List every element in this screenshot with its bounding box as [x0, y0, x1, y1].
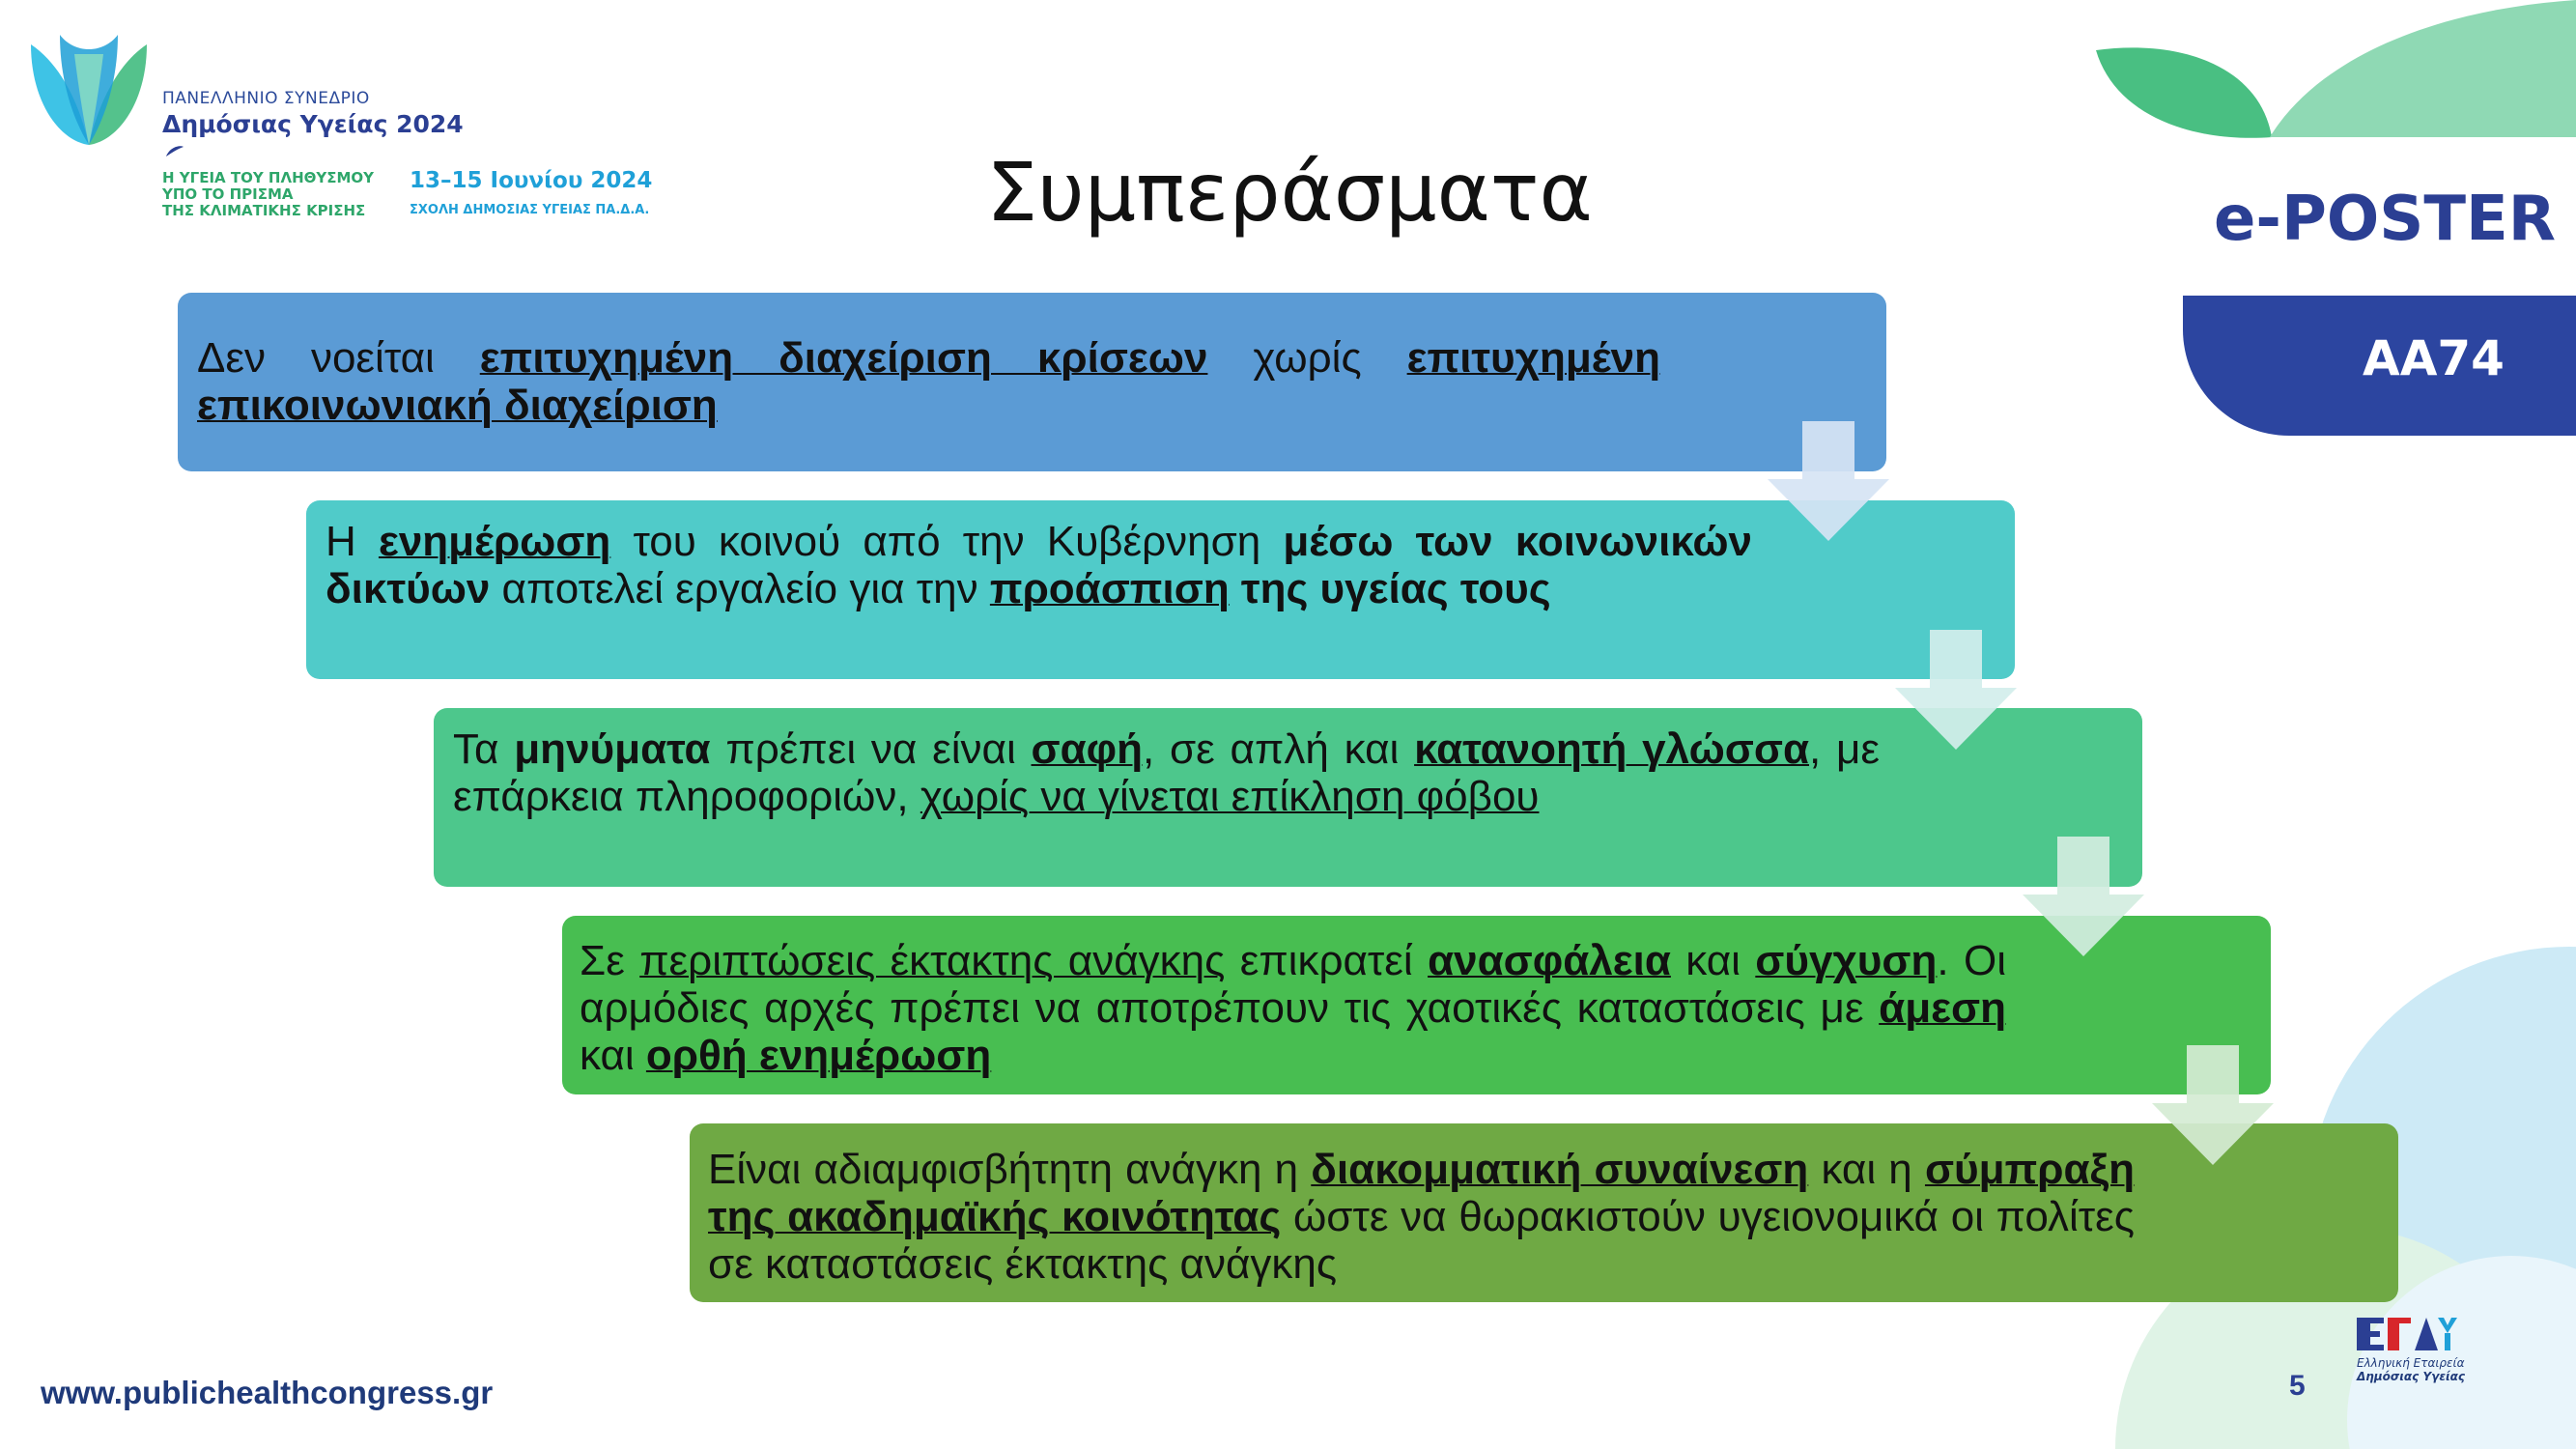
conclusion-segment: κατανοητή γλώσσα — [1414, 725, 1810, 773]
conclusion-segment: χωρίς — [1207, 334, 1407, 382]
congress-theme-line3: ΤΗΣ ΚΛΙΜΑΤΙΚΗΣ ΚΡΙΣΗΣ — [162, 202, 366, 219]
leaf-shape-light — [2270, 0, 2576, 137]
conclusion-segment: χωρίς να γίνεται επίκληση φόβου — [920, 773, 1540, 820]
congress-venue: ΣΧΟΛΗ ΔΗΜΟΣΙΑΣ ΥΓΕΙΑΣ ΠΑ.Δ.Α. — [410, 203, 650, 217]
conclusion-segment: Η — [326, 518, 379, 565]
down-arrow-icon — [2021, 837, 2146, 958]
conclusion-segment: ώστε να θωρακιστούν υγειονομικά οι πολίτες σε καταστάσεις έκτακτης ανάγκης — [708, 1193, 2135, 1288]
conclusion-segment: προάσπιση — [989, 565, 1230, 612]
conclusion-segment: ορθή ενημέρωση — [645, 1032, 992, 1079]
conclusion-segment: , με επάρκεια πληροφοριών, — [453, 725, 1880, 820]
conclusion-segment: επικρατεί — [1225, 937, 1429, 984]
conclusion-segment: σύγχυση — [1755, 937, 1938, 984]
conclusion-segment: επιτυχημένη διαχείριση κρίσεων — [479, 334, 1208, 382]
down-arrow-icon — [1893, 630, 2019, 752]
conclusion-segment: περιπτώσεις έκτακτης ανάγκης — [639, 937, 1226, 984]
conclusion-segment: και η — [1808, 1146, 1925, 1193]
conclusion-segment: Τα — [453, 725, 515, 773]
congress-line1: ΠΑΝΕΛΛΗΝΙΟ ΣΥΝΕΔΡΙΟ — [162, 89, 370, 108]
down-arrow-icon — [2150, 1045, 2276, 1167]
leaf-logo-icon — [21, 25, 156, 151]
conclusion-segment: επιτυχημένη επικοινωνιακή διαχείριση — [197, 334, 1660, 429]
conclusion-segment: σαφή — [1031, 725, 1143, 773]
slide-title: Συμπεράσματα — [986, 145, 1593, 240]
conclusion-segment: πρέπει να είναι — [710, 725, 1032, 773]
efdy-caption-line1: Ελληνική Εταιρεία — [2357, 1356, 2465, 1370]
conclusion-segment: σύμπραξη της ακαδημαϊκής κοινότητας — [708, 1146, 2136, 1240]
poster-code: AA74 — [2363, 330, 2505, 386]
conclusion-segment: και — [580, 1032, 646, 1079]
conclusion-segment: και — [1670, 937, 1756, 984]
conclusion-segment: μέσω των κοινωνικών δικτύων — [326, 518, 1753, 612]
eposter-label: e-POSTER — [2214, 184, 2557, 255]
page-number: 5 — [2289, 1370, 2306, 1402]
conclusion-segment: ενημέρωση — [378, 518, 611, 565]
conclusion-segment: ανασφάλεια — [1428, 937, 1671, 984]
efdy-caption-line2: Δημόσιας Υγείας — [2357, 1370, 2466, 1383]
conclusion-text-1 — [197, 334, 1660, 429]
congress-theme-line2: ΥΠΟ ΤΟ ΠΡΙΣΜΑ — [162, 185, 294, 203]
conclusion-segment: αποτελεί εργαλείο για την — [490, 565, 990, 612]
congress-line2: Δημόσιας Υγείας 2024 — [162, 110, 464, 138]
efdy-logo — [2349, 1312, 2471, 1385]
conclusion-segment: Σε — [580, 937, 640, 984]
congress-theme-line1: Η ΥΓΕΙΑ ΤΟΥ ΠΛΗΘΥΣΜΟΥ — [162, 169, 375, 186]
congress-website-link[interactable]: www.publichealthcongress.gr — [41, 1375, 494, 1410]
conclusion-text-4 — [580, 937, 2006, 1079]
conclusion-text-2 — [326, 518, 1752, 612]
conclusion-segment: , σε απλή και — [1143, 725, 1415, 773]
efdy-logo-icon — [2355, 1312, 2461, 1354]
conclusion-segment: μηνύματα — [514, 725, 711, 773]
congress-theme — [162, 170, 374, 219]
conclusion-segment: άμεση — [1879, 984, 2006, 1032]
conclusion-text-3 — [453, 725, 1880, 820]
congress-logo — [21, 25, 659, 238]
conclusion-segment: της υγείας τους — [1229, 565, 1551, 612]
leaf-shape-dark — [2096, 47, 2272, 137]
conclusion-segment: του κοινού από την Κυβέρνηση — [610, 518, 1284, 565]
conclusion-segment: Είναι αδιαμφισβήτητη ανάγκη η — [708, 1146, 1312, 1193]
congress-dates: 13–15 Ιουνίου 2024 — [410, 168, 653, 193]
conclusion-text-5 — [708, 1146, 2135, 1288]
conclusion-segment: . Οι αρμόδιες αρχές πρέπει να αποτρέπουν τις χαοτικές καταστάσεις με — [580, 937, 2006, 1032]
conclusion-segment: Δεν νοείται — [197, 334, 480, 382]
conclusion-segment: διακομματική συναίνεση — [1311, 1146, 1809, 1193]
down-arrow-icon — [1766, 421, 1891, 543]
swoosh-icon — [164, 145, 185, 158]
